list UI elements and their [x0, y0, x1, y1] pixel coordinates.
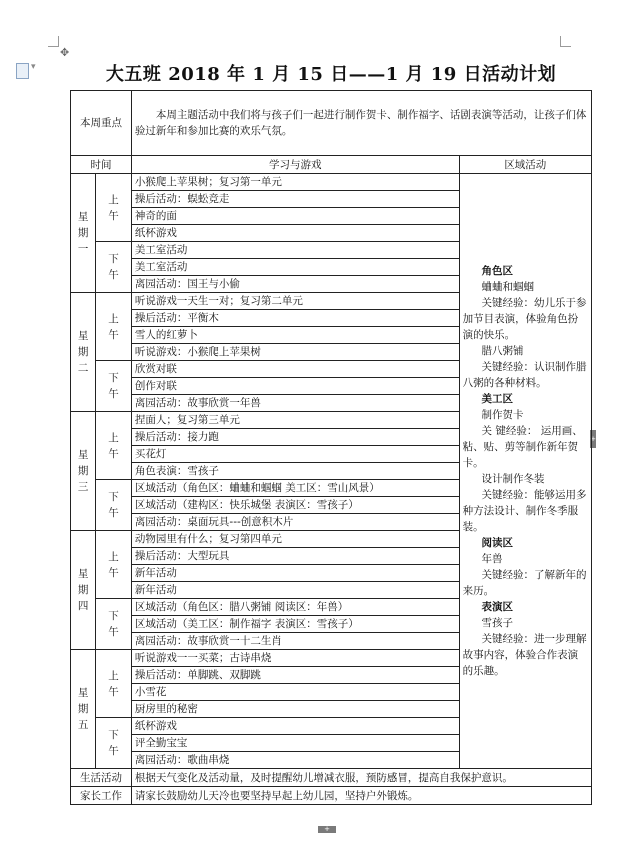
activity-cell: 美工室活动 [131, 259, 459, 276]
activity-cell: 听说游戏：小猴爬上苹果树 [131, 344, 459, 361]
day-label-char: 一 [77, 243, 89, 255]
add-row-handle[interactable]: + [318, 826, 336, 833]
half-day-label [96, 174, 132, 242]
zone-name: 角色区 [481, 265, 514, 277]
half-day-label [96, 599, 132, 650]
day-label-char: 五 [77, 719, 89, 731]
half-day-label-char: 上 [108, 312, 119, 325]
day-label-char: 星 [77, 449, 89, 461]
table-move-handle-icon[interactable]: ✥ [60, 46, 70, 59]
half-day-label-char: 午 [108, 447, 119, 460]
day-label-char: 星 [77, 568, 89, 580]
activity-cell: 神奇的面 [131, 208, 459, 225]
activity-cell: 操后活动：单脚跳、双脚跳 [131, 667, 459, 684]
activity-cell: 雪人的红萝卜 [131, 327, 459, 344]
life-label: 生活活动 [71, 769, 132, 787]
activity-cell: 买花灯 [131, 446, 459, 463]
half-day-label [96, 480, 132, 531]
day-label-char: 期 [77, 703, 89, 715]
zone-activity: 腊八粥铺 [481, 345, 524, 357]
day-label-char: 期 [77, 465, 89, 477]
half-day-label-char: 下 [108, 253, 119, 265]
activity-cell: 美工室活动 [131, 242, 459, 259]
half-day-label-char: 下 [108, 372, 119, 384]
zone-activity: 制作贺卡 [481, 409, 524, 421]
zone-key-experience: 关键经验：认识制作腊八粥的各种材料。 [462, 361, 587, 389]
document-icon[interactable] [16, 63, 29, 79]
parents-text: 请家长鼓励幼儿天冷也要坚持早起上幼儿园，坚持户外锻炼。 [131, 787, 591, 805]
zone-activity: 雪孩子 [481, 617, 514, 629]
zone-name: 阅读区 [481, 537, 514, 549]
half-day-label [96, 361, 132, 412]
half-day-label [96, 650, 132, 718]
header-learning: 学习与游戏 [131, 156, 459, 174]
half-day-label-char: 下 [108, 491, 119, 503]
day-label-char: 星 [77, 687, 89, 699]
half-day-label [96, 718, 132, 769]
half-day-label-char: 午 [108, 328, 119, 341]
day-label [71, 531, 96, 650]
activity-plan-table [70, 90, 592, 805]
day-label-char: 期 [77, 584, 89, 596]
half-day-label-char: 午 [108, 566, 119, 579]
zone-activity: 设计制作冬装 [481, 473, 545, 485]
day-label-char: 期 [77, 227, 89, 239]
zone-name: 美工区 [481, 393, 514, 405]
activity-cell: 纸杯游戏 [131, 718, 459, 735]
activity-row [71, 174, 592, 191]
header-time: 时间 [71, 156, 132, 174]
activity-cell: 区域活动（角色区：腊八粥铺 阅读区：年兽） [131, 599, 459, 616]
zone-key-experience: 关键经验：进一步理解故事内容，体验合作表演的乐趣。 [462, 633, 587, 677]
parents-label: 家长工作 [71, 787, 132, 805]
day-label [71, 650, 96, 769]
activity-cell: 离园活动：国王与小偷 [131, 276, 459, 293]
day-label-char: 星 [77, 211, 89, 223]
zones-cell [459, 174, 591, 769]
half-day-label [96, 293, 132, 361]
zone-activity: 蛐蛐和蝈蝈 [481, 281, 535, 293]
activity-cell: 操后活动：平衡木 [131, 310, 459, 327]
half-day-label-char: 午 [108, 388, 119, 400]
zone-key-experience: 关键经验：幼儿乐于参加节目表演，体验角色扮演的快乐。 [462, 297, 587, 341]
plan-table-body [71, 91, 592, 805]
half-day-label [96, 242, 132, 293]
activity-cell: 操后活动：蜈蚣竞走 [131, 191, 459, 208]
half-day-label-char: 上 [108, 431, 119, 444]
half-day-label [96, 412, 132, 480]
activity-cell: 评全勤宝宝 [131, 735, 459, 752]
day-label-char: 三 [77, 481, 89, 493]
half-day-label-char: 下 [108, 610, 119, 622]
activity-cell: 角色表演：雪孩子 [131, 463, 459, 480]
zone-name: 表演区 [481, 601, 514, 613]
corner-mark-top-left [48, 36, 59, 47]
focus-label: 本周重点 [71, 91, 132, 156]
day-label [71, 174, 96, 293]
day-label-char: 四 [77, 600, 89, 612]
activity-cell: 区域活动（建构区：快乐城堡 表演区：雪孩子） [131, 497, 459, 514]
half-day-label-char: 午 [108, 745, 119, 757]
activity-cell: 纸杯游戏 [131, 225, 459, 242]
activity-cell: 离园活动：故事欣赏一十二生肖 [131, 633, 459, 650]
activity-cell: 区域活动（美工区：制作福字 表演区：雪孩子） [131, 616, 459, 633]
activity-cell: 动物园里有什么；复习第四单元 [131, 531, 459, 548]
activity-cell: 听说游戏一天生一对；复习第二单元 [131, 293, 459, 310]
header-zones: 区域活动 [459, 156, 591, 174]
zone-key-experience: 关键经验：能够运用多种方法设计、制作冬季服装。 [462, 489, 587, 533]
life-row [71, 769, 592, 787]
side-expand-handle[interactable]: + [590, 430, 596, 448]
life-text: 根据天气变化及活动量，及时提醒幼儿增减衣服，预防感冒，提高自我保护意识。 [131, 769, 591, 787]
activity-cell: 新年活动 [131, 582, 459, 599]
activity-cell: 捏面人；复习第三单元 [131, 412, 459, 429]
activity-cell: 听说游戏一一买菜；古诗串烧 [131, 650, 459, 667]
half-day-label-char: 上 [108, 193, 119, 206]
half-day-label-char: 上 [108, 669, 119, 682]
activity-cell: 离园活动：桌面玩具---创意积木片 [131, 514, 459, 531]
header-row [71, 156, 592, 174]
activity-cell: 厨房里的秘密 [131, 701, 459, 718]
activity-cell: 小猴爬上苹果树；复习第一单元 [131, 174, 459, 191]
activity-cell: 小雪花 [131, 684, 459, 701]
activity-cell: 离园活动：歌曲串烧 [131, 752, 459, 769]
half-day-label [96, 531, 132, 599]
day-label-char: 期 [77, 346, 89, 358]
activity-cell: 操后活动：大型玩具 [131, 548, 459, 565]
day-label [71, 293, 96, 412]
half-day-label-char: 午 [108, 507, 119, 519]
activity-cell: 离园活动：故事欣赏一年兽 [131, 395, 459, 412]
day-label [71, 412, 96, 531]
half-day-label-char: 午 [108, 269, 119, 281]
half-day-label-char: 下 [108, 729, 119, 741]
page-title: 大五班 2018 年 1 月 15 日——1 月 19 日活动计划 [105, 64, 557, 85]
activity-cell: 区域活动（角色区：蛐蛐和蝈蝈 美工区：雪山风景） [131, 480, 459, 497]
corner-mark-top-right [560, 36, 571, 47]
day-label-char: 星 [77, 330, 89, 342]
activity-cell: 创作对联 [131, 378, 459, 395]
zone-key-experience: 关 键经验： 运用画、粘、贴、剪等制作新年贺卡。 [462, 425, 583, 469]
focus-row [71, 91, 592, 156]
half-day-label-char: 午 [108, 209, 119, 222]
zone-key-experience: 关键经验：了解新年的来历。 [462, 569, 587, 597]
half-day-label-char: 上 [108, 550, 119, 563]
half-day-label-char: 午 [108, 685, 119, 698]
focus-text: 本周主题活动中我们将与孩子们一起进行制作贺卡、制作福字、话剧表演等活动，让孩子们体验过新年和参加比赛的欢乐气氛。 [131, 91, 591, 156]
zone-activity: 年兽 [481, 553, 503, 565]
activity-cell: 操后活动：接力跑 [131, 429, 459, 446]
parents-row [71, 787, 592, 805]
activity-cell: 欣赏对联 [131, 361, 459, 378]
activity-cell: 新年活动 [131, 565, 459, 582]
half-day-label-char: 午 [108, 626, 119, 638]
day-label-char: 二 [77, 362, 89, 374]
